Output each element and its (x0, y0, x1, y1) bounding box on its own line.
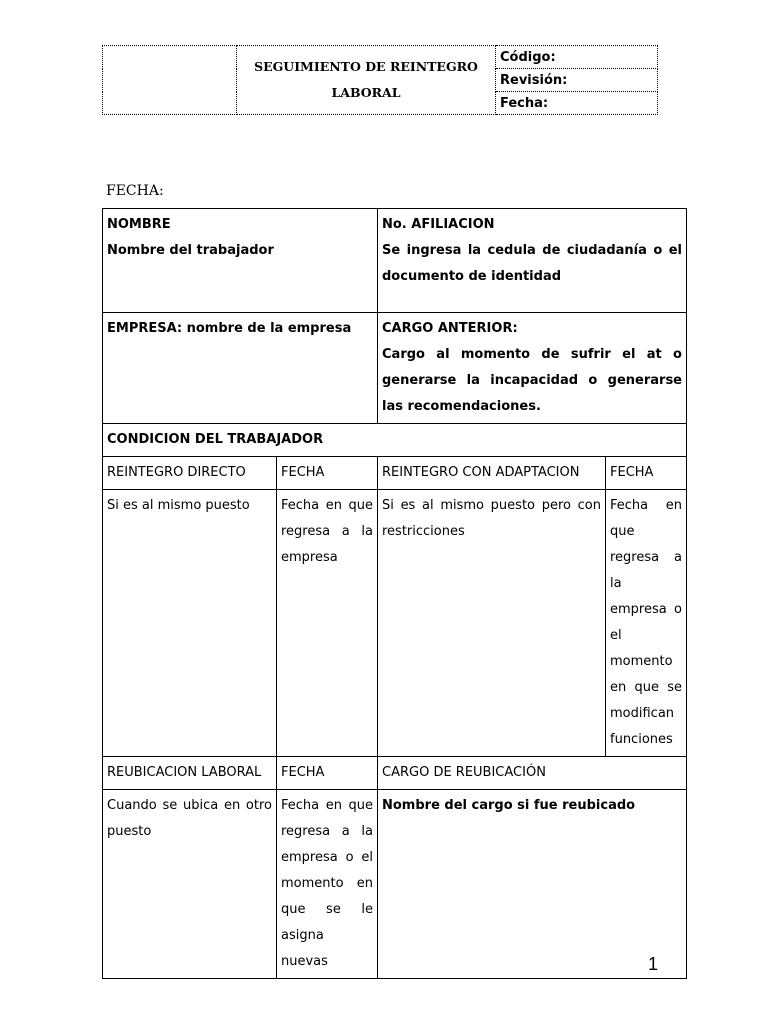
condicion-header: CONDICION DEL TRABAJADOR (103, 424, 687, 457)
cargo-anterior-value: Cargo al momento de sufrir el at o generarse la incapacidad o generarse las recomendaciones. (382, 347, 682, 414)
reubicacion-cargo-value: Nombre del cargo si fue reubicado (378, 790, 687, 979)
reintegro-directo-header: REINTEGRO DIRECTO (103, 457, 277, 490)
reintegro-form-table (102, 208, 687, 979)
directo-fecha: Fecha en que regresa a la empresa (277, 490, 378, 757)
title-line-1: SEGUIMIENTO DE REINTEGRO (254, 59, 478, 74)
cargo-anterior-label: CARGO ANTERIOR: (382, 321, 518, 336)
page-number: 1 (648, 954, 659, 974)
empresa-cell: EMPRESA: nombre de la empresa (103, 313, 378, 424)
afiliacion-value: Se ingresa la cedula de ciudadanía o el documento de identidad (382, 243, 682, 284)
document-header (102, 45, 658, 115)
codigo-field: Código: (496, 46, 658, 69)
cargo-anterior-cell (378, 313, 687, 424)
fecha-header-2: FECHA (606, 457, 687, 490)
logo-cell (103, 46, 237, 115)
adaptacion-desc: Si es al mismo puesto pero con restricciones (378, 490, 606, 757)
directo-desc: Si es al mismo puesto (103, 490, 277, 757)
fecha-header-1: FECHA (277, 457, 378, 490)
reubicacion-desc: Cuando se ubica en otro puesto (103, 790, 277, 979)
reintegro-adaptacion-header: REINTEGRO CON ADAPTACION (378, 457, 606, 490)
cargo-reubicacion-header: CARGO DE REUBICACIÓN (378, 757, 687, 790)
nombre-cell (103, 209, 378, 313)
reubicacion-fecha: Fecha en que regresa a la empresa o el momento en que se le asigna nuevas (277, 790, 378, 979)
revision-field: Revisión: (496, 69, 658, 92)
afiliacion-label: No. AFILIACION (382, 217, 495, 232)
fecha-header-field: Fecha: (496, 92, 658, 115)
fecha-header-3: FECHA (277, 757, 378, 790)
title-line-2: LABORAL (331, 85, 401, 100)
nombre-value: Nombre del trabajador (107, 243, 274, 258)
afiliacion-cell (378, 209, 687, 313)
adaptacion-fecha: Fecha en que regresa a la empresa o el momento en que se modifican funciones (606, 490, 687, 757)
fecha-label: FECHA: (106, 183, 164, 199)
document-title (237, 46, 496, 115)
nombre-label: NOMBRE (107, 217, 171, 232)
reubicacion-header: REUBICACION LABORAL (103, 757, 277, 790)
